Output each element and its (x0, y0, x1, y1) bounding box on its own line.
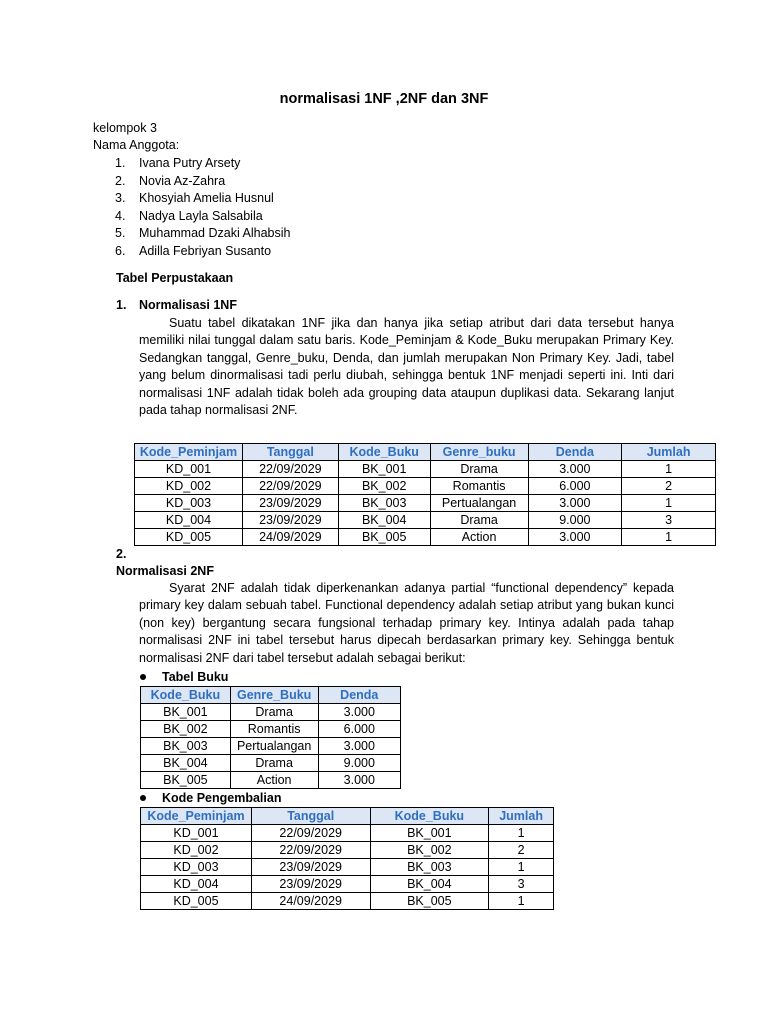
table-cell: BK_004 (141, 755, 231, 772)
table-row (135, 512, 716, 529)
table-cell: 23/09/2029 (242, 512, 338, 529)
table-cell: KD_003 (141, 859, 252, 876)
table-row (141, 738, 401, 755)
member-name: Novia Az-Zahra (139, 174, 226, 188)
table-cell: 24/09/2029 (242, 529, 338, 546)
table-cell: 3.000 (528, 461, 622, 478)
paragraph-text: Suatu tabel dikatakan 1NF jika dan hanya jika setiap atribut dari data tersebut hanya memiliki nilai tunggal dalam satu baris. Kode_Peminjam & Kode_Buku merupakan Primary Key. Sedangkan tanggal, Genre_buku, Denda, dan jumlah merupakan Non Primary Key. Jadi, tabel yang belum dinormalisasi tadi perlu diubah, sehingga bentuk 1NF menjadi seperti ini. Inti dari normalisasi 1NF adalah tidak boleh ada grouping data ataupun duplikasi data. Sekarang lanjut pada tahap normalisasi 2NF. (139, 316, 674, 418)
table-cell: BK_001 (370, 825, 489, 842)
table-cell: KD_002 (135, 478, 243, 495)
table-cell: 3.000 (318, 704, 400, 721)
table-cell: BK_001 (141, 704, 231, 721)
section-1nf-paragraph (139, 315, 674, 419)
table-cell: Drama (230, 704, 318, 721)
table-cell: Action (230, 772, 318, 789)
table-row (135, 461, 716, 478)
table-cell: 1 (489, 825, 554, 842)
section-heading: Normalisasi 2NF (116, 564, 214, 578)
table-cell: 9.000 (318, 755, 400, 772)
table-row (141, 893, 554, 910)
table-cell: Drama (430, 512, 528, 529)
table-cell: 22/09/2029 (242, 461, 338, 478)
table-cell: BK_003 (141, 738, 231, 755)
table-cell: BK_002 (338, 478, 430, 495)
bullet-icon (140, 795, 146, 801)
table-cell: BK_005 (338, 529, 430, 546)
member-name: Khosyiah Amelia Husnul (139, 191, 274, 205)
table-cell: 3 (622, 512, 716, 529)
table-cell: Drama (230, 755, 318, 772)
table-cell: 23/09/2029 (242, 495, 338, 512)
table-cell: KD_004 (141, 876, 252, 893)
table-row (141, 859, 554, 876)
table-cell: BK_005 (370, 893, 489, 910)
table-cell: BK_003 (338, 495, 430, 512)
section-number: 2. (116, 547, 127, 561)
table-header-cell: Kode_Buku (370, 808, 489, 825)
table-cell: Romantis (430, 478, 528, 495)
member-number: 1. (115, 156, 126, 170)
bullet-icon (140, 674, 146, 680)
table-buku (140, 686, 401, 789)
table-header-cell: Denda (528, 444, 622, 461)
table-header-cell: Jumlah (622, 444, 716, 461)
table-kode-pengembalian (140, 807, 554, 910)
table-header-cell: Denda (318, 687, 400, 704)
table-cell: 3.000 (318, 772, 400, 789)
table-1nf (134, 443, 716, 546)
table-header-cell: Tanggal (251, 808, 370, 825)
table-cell: 9.000 (528, 512, 622, 529)
table-cell: KD_005 (135, 529, 243, 546)
table-row (141, 755, 401, 772)
table-header-row (135, 444, 716, 461)
table-cell: 23/09/2029 (251, 876, 370, 893)
table-row (141, 876, 554, 893)
table-cell: 6.000 (318, 721, 400, 738)
table-cell: KD_004 (135, 512, 243, 529)
member-name: Nadya Layla Salsabila (139, 209, 263, 223)
table-cell: Pertualangan (230, 738, 318, 755)
table-row (135, 478, 716, 495)
table-cell: BK_005 (141, 772, 231, 789)
member-number: 4. (115, 209, 126, 223)
table-header-cell: Genre_Buku (230, 687, 318, 704)
table-header-cell: Kode_Buku (338, 444, 430, 461)
paragraph-text: Syarat 2NF adalah tidak diperkenankan adanya partial “functional dependency” kepada primary key dalam sebuah tabel. Functional dependency adalah setiap atribut yang bukan kunci (non key) bergantung secara fungsional terhadap primary key. Intinya adalah pada tahap normalisasi 2NF ini tabel tersebut harus dipecah berdasarkan primary key. Sehingga bentuk normalisasi 2NF dari tabel tersebut adalah sebagai berikut: (139, 581, 674, 665)
table-cell: 2 (489, 842, 554, 859)
bullet-label: Kode Pengembalian (162, 791, 282, 805)
table-cell: 1 (489, 893, 554, 910)
section-heading: Normalisasi 1NF (139, 298, 237, 312)
member-name: Ivana Putry Arsety (139, 156, 241, 170)
table-cell: BK_001 (338, 461, 430, 478)
table-header-cell: Kode_Peminjam (141, 808, 252, 825)
members-label: Nama Anggota: (93, 138, 180, 152)
member-number: 6. (115, 244, 126, 258)
table-cell: 6.000 (528, 478, 622, 495)
table-header-cell: Kode_Buku (141, 687, 231, 704)
table-cell: Action (430, 529, 528, 546)
table-row (135, 529, 716, 546)
table-title: Tabel Perpustakaan (116, 271, 234, 285)
table-row (141, 842, 554, 859)
member-name: Adilla Febriyan Susanto (139, 244, 272, 258)
table-cell: 1 (622, 529, 716, 546)
table-cell: 3.000 (528, 495, 622, 512)
table-cell: 3.000 (318, 738, 400, 755)
table-cell: KD_001 (141, 825, 252, 842)
table-cell: KD_002 (141, 842, 252, 859)
table-header-row (141, 808, 554, 825)
table-header-cell: Tanggal (242, 444, 338, 461)
document-title: normalisasi 1NF ,2NF dan 3NF (279, 91, 489, 107)
table-cell: 2 (622, 478, 716, 495)
table-cell: 22/09/2029 (251, 825, 370, 842)
table-cell: BK_004 (370, 876, 489, 893)
table-header-cell: Genre_buku (430, 444, 528, 461)
table-row (141, 825, 554, 842)
table-cell: 23/09/2029 (251, 859, 370, 876)
table-cell: BK_002 (141, 721, 231, 738)
table-row (135, 495, 716, 512)
member-number: 3. (115, 191, 126, 205)
table-cell: 1 (622, 461, 716, 478)
table-cell: KD_001 (135, 461, 243, 478)
table-cell: 3 (489, 876, 554, 893)
table-header-row (141, 687, 401, 704)
table-cell: 1 (489, 859, 554, 876)
table-cell: Romantis (230, 721, 318, 738)
table-cell: 22/09/2029 (242, 478, 338, 495)
group-label: kelompok 3 (93, 121, 157, 135)
section-2nf-paragraph (139, 580, 674, 667)
table-row (141, 772, 401, 789)
table-cell: BK_003 (370, 859, 489, 876)
table-cell: 1 (622, 495, 716, 512)
table-header-cell: Kode_Peminjam (135, 444, 243, 461)
table-cell: BK_002 (370, 842, 489, 859)
table-cell: BK_004 (338, 512, 430, 529)
table-row (141, 704, 401, 721)
section-number: 1. (116, 298, 127, 312)
table-cell: Drama (430, 461, 528, 478)
member-name: Muhammad Dzaki Alhabsih (139, 226, 291, 240)
table-cell: 24/09/2029 (251, 893, 370, 910)
member-number: 5. (115, 226, 126, 240)
table-cell: 22/09/2029 (251, 842, 370, 859)
table-cell: KD_003 (135, 495, 243, 512)
table-header-cell: Jumlah (489, 808, 554, 825)
table-cell: KD_005 (141, 893, 252, 910)
bullet-label: Tabel Buku (162, 670, 229, 684)
member-number: 2. (115, 174, 126, 188)
table-row (141, 721, 401, 738)
table-cell: 3.000 (528, 529, 622, 546)
table-cell: Pertualangan (430, 495, 528, 512)
